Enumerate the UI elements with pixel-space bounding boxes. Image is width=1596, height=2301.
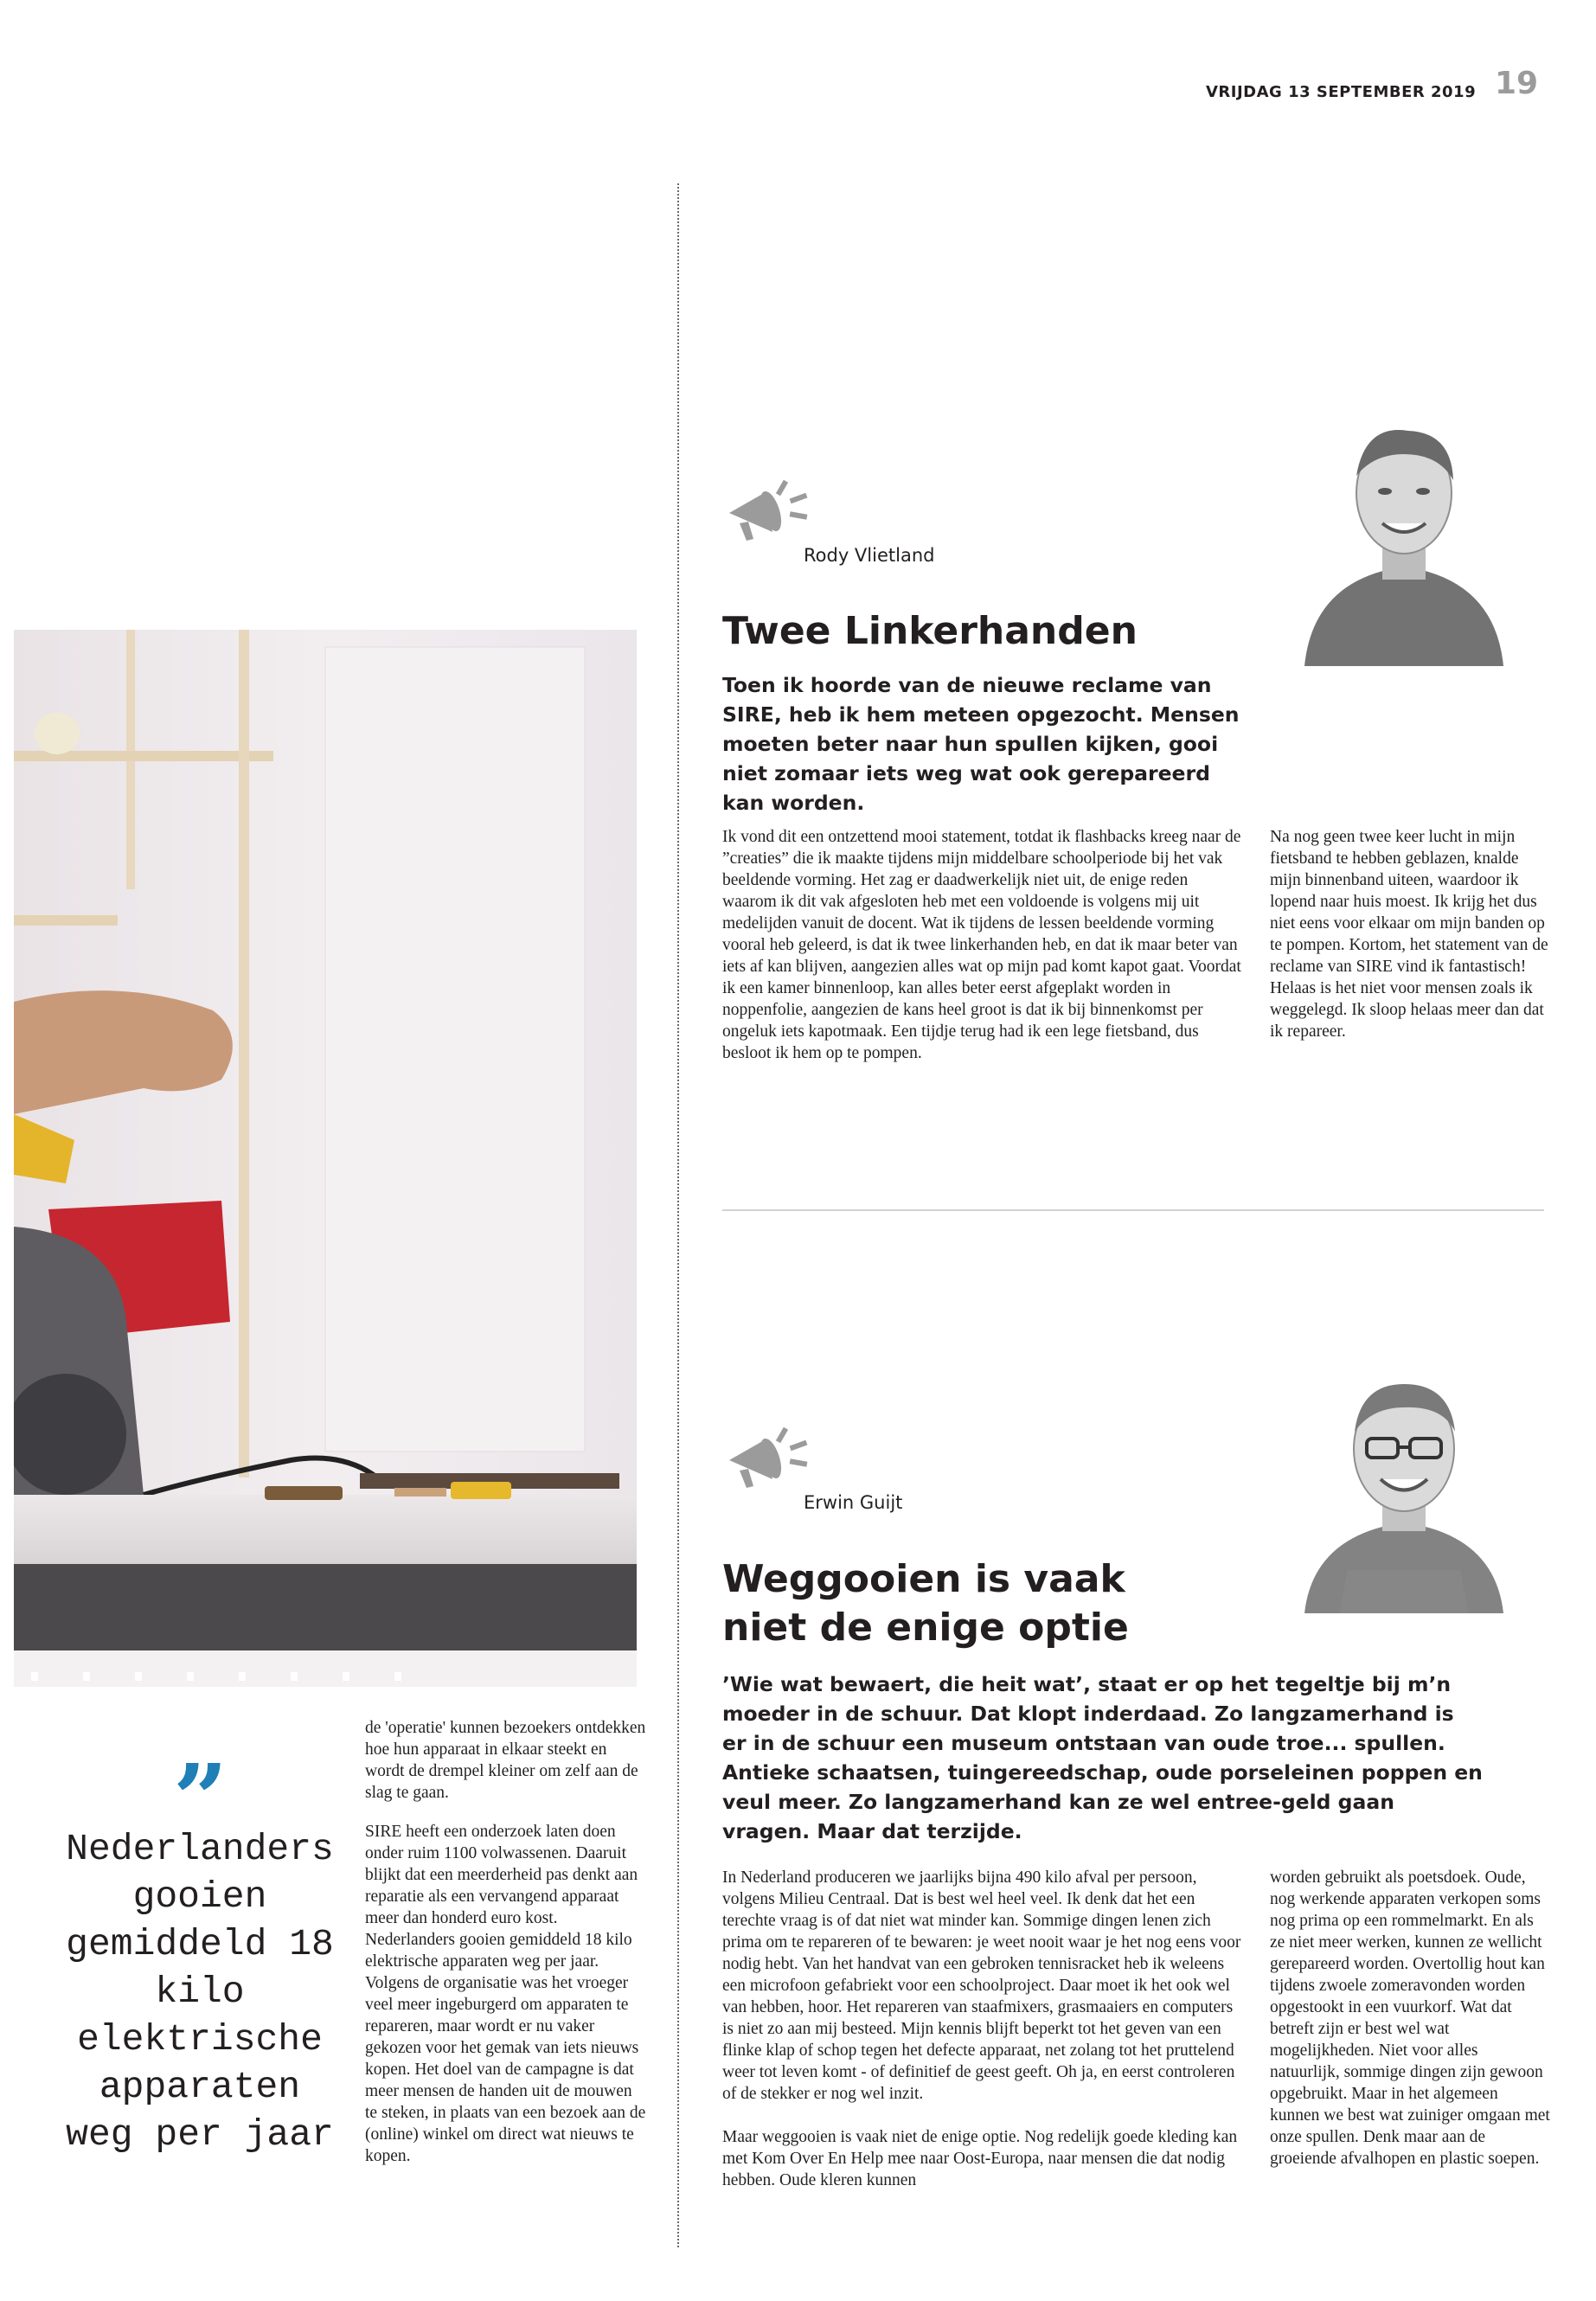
issue-date: VRIJDAG 13 SEPTEMBER 2019 bbox=[1206, 83, 1477, 101]
article-title-line-1: Weggooien is vaak bbox=[722, 1557, 1125, 1601]
article-column-1 bbox=[722, 1867, 1241, 2191]
author-portrait bbox=[1296, 407, 1512, 666]
column-divider bbox=[677, 183, 679, 2247]
article-title: Twee Linkerhanden bbox=[722, 609, 1138, 653]
page-number: 19 bbox=[1495, 66, 1539, 101]
article-lead: Toen ik hoorde van de nieuwe reclame van SIRE, heb ik hem meteen opgezocht. Mensen moeten beter naar hun spullen kijken, gooi niet zomaar iets weg wat ook gerepareerd kan worden. bbox=[722, 673, 1240, 815]
article-column-2: Na nog geen twee keer lucht in mijn fietsband te hebben geblazen, knalde mijn binnenband uiteen, waardoor ik lopend naar huis moest. Ik krijg het dus niet eens voor elkaar om mijn banden op te pompen. Kortom, het statement van de reclame van SIRE vind ik fantastisch! Helaas is het niet voor mensen zoals ik weggelegd. Ik sloop helaas meer dan dat ik repareer. bbox=[1270, 828, 1548, 1041]
megaphone-icon bbox=[722, 463, 817, 558]
article-divider bbox=[722, 1209, 1544, 1211]
quote-mark: ” bbox=[173, 1743, 228, 1855]
article-column-2: worden gebruikt als poetsdoek. Oude, nog werkende apparaten verkopen soms nog prima op een rommelmarkt. En als ze niet meer werken, kunnen ze wellicht gerepareerd worden. Overtollig hout kan tijdens zwoele zomeravonden worden opgestookt in een vuurkorf. Wat dat betreft zijn er best wel wat mogelijkheden. Niet voor alles natuurlijk, sommige dingen zijn gewoon opgebruikt. Maar in het algemeen kunnen we best wat zuiniger omgaan met onze spullen. Denk maar aan de groeiende afvalhopen en plastic soepen. bbox=[1270, 1868, 1550, 2168]
author-name: Erwin Guijt bbox=[804, 1492, 903, 1513]
article-title-line-2: niet de enige optie bbox=[722, 1606, 1129, 1650]
author-name: Rody Vlietland bbox=[804, 545, 935, 566]
sidebar-paragraph: SIRE heeft een onderzoek laten doen onder ruim 1100 volwassenen. Daaruit blijkt dat een meerderheid pas denkt aan reparatie als een vervangend apparaat meer dan honderd euro kost. Nederlanders gooien gemiddeld 18 kilo elektrische apparaten weg per jaar. Volgens de organisatie was het vroeger veel meer ingeburgerd om apparaten te repareren, maar wordt er nu vaker gekozen voor het gemak van iets nieuws kopen. Het doel van de campagne is dat meer mensen de handen uit de mouwen te steken, in plaats van een bezoek aan de (online) winkel om direct wat nieuws te kopen. bbox=[365, 1823, 646, 2165]
repair-workshop-photo bbox=[14, 630, 637, 1687]
article-column-1: Ik vond dit een ontzettend mooi statement, totdat ik flashbacks kreeg naar de ”creaties” die ik maakte tijdens mijn middelbare schoolperiode bij het vak beeldende vorming. Het zag er daadwerkelijk niet uit, de enige reden waarom ik dit vak afgesloten heb met een voldoende is volgens mij uit medelijden vanuit de docent. Wat ik tijdens de lessen beeldende vorming vooral heb geleerd, is dat ik twee linkerhanden heb, en dat ik maar beter van iets af kan blijven, aangezien alles wat op mijn pad komt kapot gaat. Voordat ik een kamer binnenloop, kan alles beter eerst afgeplakt worden in noppenfolie, aangezien de kans heel groot is dat ik bij binnenkomst per ongeluk iets kapotmaak. Een tijdje terug had ik een lege fietsband, dus besloot ik hem op te pompen. bbox=[722, 828, 1241, 1062]
article-lead: ’Wie wat bewaert, die heit wat’, staat er op het tegeltje bij m’n moeder in de schuur. Dat klopt inderdaad. Zo langzamerhand is er in de schuur een museum ontstaan van oude troe... spullen. Antieke schaatsen, tuingereedschap, oude porseleinen poppen en veul meer. Zo langzamerhand kan ze wel entree-geld gaan vragen. Maar dat terzijde. bbox=[722, 1672, 1483, 1843]
author-portrait bbox=[1296, 1354, 1512, 1613]
article-paragraph: Maar weggooien is vaak niet de enige optie. Nog redelijk goede kleding kan met Kom Over En Help mee naar Oost-Europa, naar mensen die dat nodig hebben. Oude kleren kunnen bbox=[722, 2128, 1238, 2189]
sidebar-paragraph: de 'operatie' kunnen bezoekers ontdekken hoe hun apparaat in elkaar steekt en wordt de drempel kleiner om zelf aan de slag te gaan. bbox=[365, 1719, 646, 1802]
pull-quote: Nederlanders gooien gemiddeld 18 kilo elektrische apparaten weg per jaar bbox=[66, 1828, 334, 2156]
article-title bbox=[722, 1555, 1129, 1652]
article-paragraph: In Nederland produceren we jaarlijks bijna 490 kilo afval per persoon, volgens Milieu Centraal. Dat is best wel heel veel. Ik denk dat het een terechte vraag is of dat niet wat minder kan. Sommige dingen lenen zich prima om te repareren of te bewaren: je weet nooit waar je het nog eens voor nodig hebt. Van het handvat van een gebroken tennisracket heb ik weleens een microfoon gefabriekt voor een schoolproject. Daar moet ik het ook wel van hebben, hoor. Het repareren van staafmixers, grasmaaiers en computers is niet zo aan mij besteed. Mijn kennis blijft beperkt tot het geven van een flinke klap of schop tegen het defecte apparaat, net zolang tot het pruttelend weer tot leven komt - of definitief de geest geeft. Oh ja, en eerst controleren of de stekker er nog wel inzit. bbox=[722, 1868, 1241, 2103]
megaphone-icon bbox=[722, 1410, 817, 1505]
sidebar-column bbox=[365, 1717, 646, 2167]
